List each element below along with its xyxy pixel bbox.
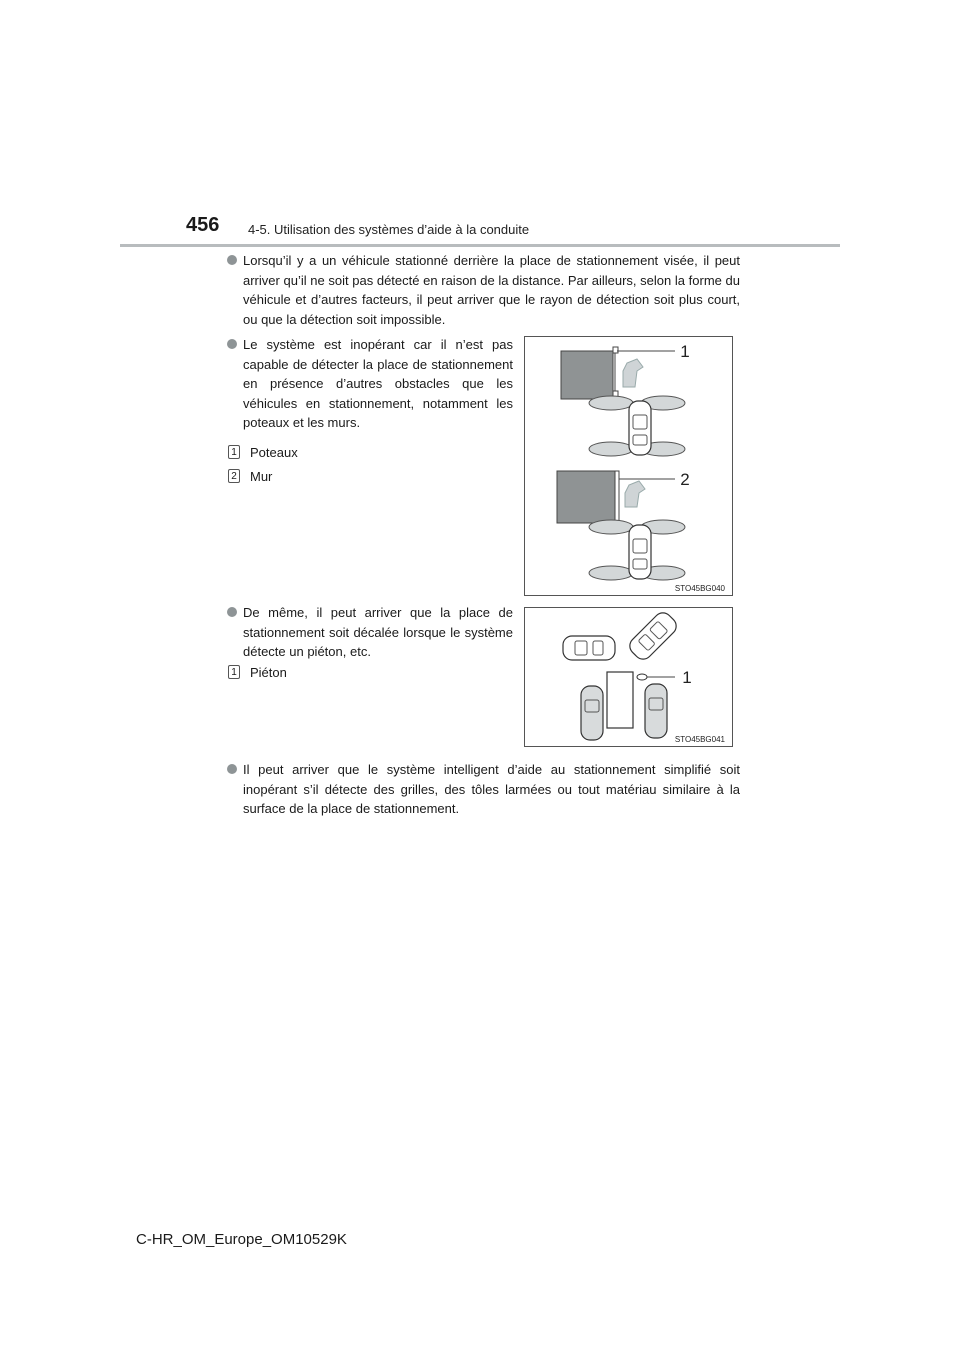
- bullet-text: Le système est inopérant car il n’est pas capable de détecter la place de stationnement en présence d’autres obstacles que les véhicules en stationnement, notamment les poteaux et les murs.: [243, 337, 513, 430]
- bullet-dot-icon: [227, 764, 237, 774]
- bullet-item: [243, 335, 513, 433]
- bullet-text: De même, il peut arriver que la place de stationnement soit décalée lorsque le système détecte un piéton, etc.: [243, 605, 513, 659]
- figure-code: STO45BG040: [674, 584, 725, 593]
- legend-label: Poteaux: [250, 445, 298, 460]
- bullet-text: Il peut arriver que le système intelligent d’aide au stationnement simplifié soit inopérant s’il détecte des grilles, des tôles larmées ou tout matériau similaire à la surface de la place de stationnement.: [243, 762, 740, 816]
- bullet-item: [243, 760, 740, 819]
- callout-1: 1: [682, 668, 692, 687]
- figure-pedestrian-illustration: [525, 608, 732, 746]
- legend-label: Mur: [250, 469, 273, 484]
- bullet-dot-icon: [227, 339, 237, 349]
- callout-2: 2: [680, 470, 690, 489]
- page-number: 456: [186, 214, 220, 236]
- figure-code: STO45BG041: [674, 735, 725, 744]
- header-divider: [120, 244, 840, 247]
- bullet-item: [243, 603, 513, 662]
- callout-1: 1: [680, 342, 690, 361]
- legend-number-badge: 1: [228, 445, 240, 459]
- bullet-dot-icon: [227, 607, 237, 617]
- figure-obstacles: [524, 336, 733, 596]
- bullet-item: [243, 251, 740, 329]
- legend-number-badge: 1: [228, 665, 240, 679]
- legend-label: Piéton: [250, 665, 287, 680]
- figure-pedestrian: [524, 607, 733, 747]
- figure-obstacles-illustration: [525, 337, 732, 595]
- legend-number-badge: 2: [228, 469, 240, 483]
- footer-doc-code: C-HR_OM_Europe_OM10529K: [136, 1231, 347, 1248]
- bullet-dot-icon: [227, 255, 237, 265]
- section-title: 4-5. Utilisation des systèmes d’aide à la conduite: [248, 222, 530, 237]
- bullet-text: Lorsqu’il y a un véhicule stationné derrière la place de stationnement visée, il peut arriver qu’il ne soit pas détecté en raison de la distance. Par ailleurs, selon la forme du véhicule et d’autres facteurs, il peut arriver que le rayon de détection soit plus court, ou que la détection soit impossible.: [243, 253, 740, 327]
